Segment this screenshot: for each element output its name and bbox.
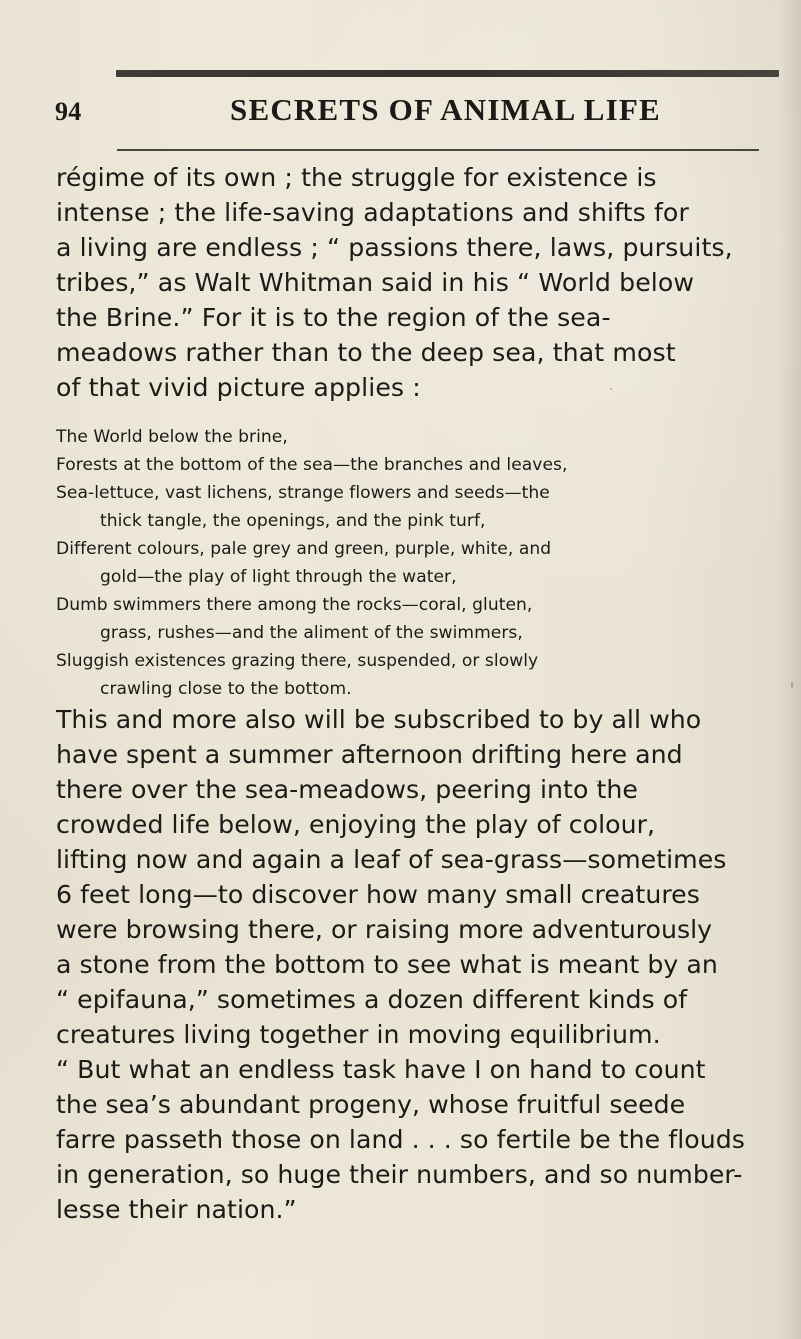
paragraph-line: creatures living together in moving equilibrium. (56, 1020, 661, 1049)
paragraph-line: meadows rather than to the deep sea, that most (56, 338, 676, 367)
poem-line: Sluggish existences grazing there, suspended, or slowly (56, 651, 539, 671)
header-rule (117, 149, 759, 151)
page-edge-shadow (779, 0, 801, 1339)
paragraph-line: lifting now and again a leaf of sea-grass—sometimes (56, 845, 727, 874)
paragraph-line: there over the sea-meadows, peering into the (56, 775, 638, 804)
paragraph-line: have spent a summer afternoon drifting here and (56, 740, 683, 769)
paragraph-line: This and more also will be subscribed to by all who (56, 705, 702, 734)
paper-speck (634, 103, 637, 106)
paper-speck (596, 780, 598, 782)
paragraph-line: régime of its own ; the struggle for existence is (56, 163, 657, 192)
paragraph-line: crowded life below, enjoying the play of colour, (56, 810, 656, 839)
poem-line-continuation: crawling close to the bottom. (100, 679, 352, 699)
opening-paragraph (56, 160, 766, 405)
paragraph-line: lesse their nation.” (56, 1195, 297, 1224)
top-dark-rule (116, 70, 779, 77)
paragraph-line: a living are endless ; “ passions there, laws, pursuits, (56, 233, 733, 262)
paragraph-line: intense ; the life-saving adaptations and shifts for (56, 198, 689, 227)
paper-speck (791, 682, 793, 688)
poem-line-continuation: grass, rushes—and the aliment of the swimmers, (100, 623, 523, 643)
paragraph-line: were browsing there, or raising more adventurously (56, 915, 713, 944)
paper-speck (610, 388, 612, 390)
paragraph-line: tribes,” as Walt Whitman said in his “ World below (56, 268, 695, 297)
paragraph-line: 6 feet long—to discover how many small creatures (56, 880, 700, 909)
closing-paragraph (56, 702, 766, 1227)
paragraph-line: of that vivid picture applies : (56, 373, 421, 402)
poem-line: Different colours, pale grey and green, purple, white, and (56, 539, 552, 559)
running-title: SECRETS OF ANIMAL LIFE (230, 92, 661, 127)
page-number: 94 (55, 97, 82, 126)
poem-line: Forests at the bottom of the sea—the branches and leaves, (56, 455, 568, 475)
page-header (55, 86, 759, 138)
poem-line: Dumb swimmers there among the rocks—coral, gluten, (56, 595, 533, 615)
poem-line-continuation: gold—the play of light through the water, (100, 567, 457, 587)
paragraph-line: the Brine.” For it is to the region of the sea- (56, 303, 611, 332)
paragraph-line: “ But what an endless task have I on hand to count (56, 1055, 706, 1084)
poem-line-continuation: thick tangle, the openings, and the pink turf, (100, 511, 486, 531)
poem-line: Sea-lettuce, vast lichens, strange flowers and seeds—the (56, 483, 550, 503)
paragraph-line: in generation, so huge their numbers, and so number- (56, 1160, 743, 1189)
quoted-poem (56, 423, 766, 703)
poem-line: The World below the brine, (56, 427, 288, 447)
paragraph-line: the sea’s abundant progeny, whose fruitful seede (56, 1090, 686, 1119)
paragraph-line: a stone from the bottom to see what is meant by an (56, 950, 718, 979)
paragraph-line: farre passeth those on land . . . so fertile be the flouds (56, 1125, 745, 1154)
paragraph-line: “ epifauna,” sometimes a dozen different kinds of (56, 985, 688, 1014)
